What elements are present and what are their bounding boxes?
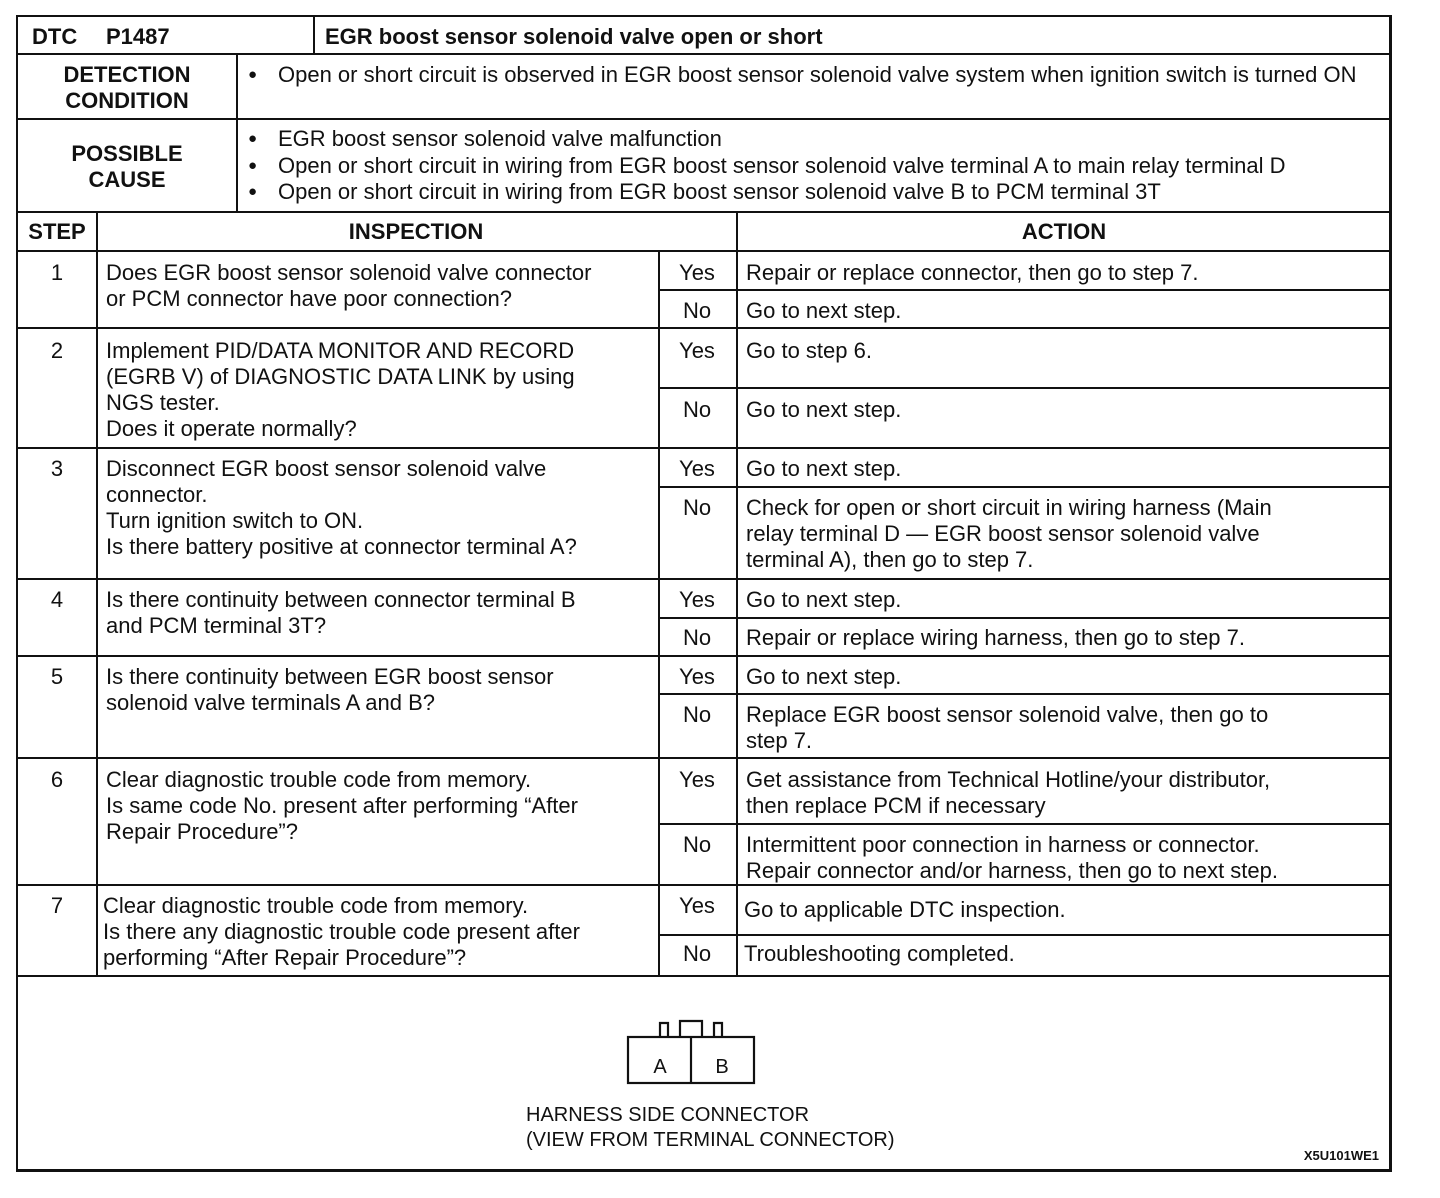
yes-action: Go to applicable DTC inspection. xyxy=(744,897,1066,922)
dtc-sheet xyxy=(16,15,1392,1172)
divider xyxy=(18,975,1389,977)
no-label: No xyxy=(682,397,712,422)
divider xyxy=(18,211,1389,213)
step-inspection: Is there continuity between EGR boost sensor solenoid valve terminals A and B? xyxy=(106,664,554,715)
step-number: 2 xyxy=(50,338,64,363)
divider xyxy=(18,53,1389,55)
divider xyxy=(18,447,1389,449)
divider xyxy=(658,934,1389,936)
inspection-header: INSPECTION xyxy=(348,219,484,244)
step-inspection: Clear diagnostic trouble code from memory. Is there any diagnostic trouble code present after performing “After Repair Procedure”? xyxy=(103,893,580,970)
divider xyxy=(18,578,1389,580)
figure-code: X5U101WE1 xyxy=(1303,1148,1379,1163)
divider xyxy=(18,655,1389,657)
detection-label: DETECTION CONDITION xyxy=(63,62,191,113)
possible-cause-label: POSSIBLE CAUSE xyxy=(71,141,183,192)
terminal-b-label: B xyxy=(715,1056,729,1078)
detection-item: ● Open or short circuit is observed in EGR boost sensor solenoid valve system when ignition switch is turned ON xyxy=(240,62,1370,89)
harness-connector-diagram xyxy=(618,1017,768,1089)
dtc-code: P1487 xyxy=(106,24,170,49)
no-action: Go to next step. xyxy=(746,298,902,323)
divider xyxy=(96,211,98,975)
no-action: Repair or replace wiring harness, then go to step 7. xyxy=(746,625,1245,650)
divider xyxy=(18,327,1389,329)
divider xyxy=(658,823,1389,825)
connector-pin xyxy=(660,1023,668,1037)
connector-latch xyxy=(680,1021,702,1037)
possible-cause-item: ● Open or short circuit in wiring from EGR boost sensor solenoid valve terminal A to main relay terminal D xyxy=(240,153,1380,180)
detection-list xyxy=(240,62,1370,89)
divider xyxy=(18,118,1389,120)
no-label: No xyxy=(682,832,712,857)
divider xyxy=(18,250,1389,252)
yes-action: Get assistance from Technical Hotline/your distributor, then replace PCM if necessary xyxy=(746,767,1271,818)
yes-label: Yes xyxy=(679,587,715,612)
divider xyxy=(658,486,1389,488)
yes-label: Yes xyxy=(679,338,715,363)
step-number: 1 xyxy=(50,260,64,285)
yes-label: Yes xyxy=(679,260,715,285)
divider xyxy=(658,617,1389,619)
divider xyxy=(658,693,1389,695)
action-header: ACTION xyxy=(1021,219,1107,244)
yes-action: Go to next step. xyxy=(746,456,902,481)
yes-label: Yes xyxy=(679,664,715,689)
yes-action: Go to step 6. xyxy=(746,338,872,363)
yes-action: Repair or replace connector, then go to step 7. xyxy=(746,260,1199,285)
divider xyxy=(18,884,1389,886)
divider xyxy=(313,17,315,53)
no-label: No xyxy=(682,941,712,966)
diagram-caption: HARNESS SIDE CONNECTOR (VIEW FROM TERMINAL CONNECTOR) xyxy=(526,1104,895,1151)
yes-label: Yes xyxy=(679,456,715,481)
no-label: No xyxy=(682,702,712,727)
yes-label: Yes xyxy=(679,767,715,792)
no-action: Check for open or short circuit in wiring harness (Main relay terminal D — EGR boost sensor solenoid valve terminal A), then go to step 7. xyxy=(746,495,1272,572)
no-label: No xyxy=(682,495,712,520)
yes-action: Go to next step. xyxy=(746,587,902,612)
no-label: No xyxy=(682,298,712,323)
step-number: 6 xyxy=(50,767,64,792)
yes-label: Yes xyxy=(679,893,715,918)
dtc-title: EGR boost sensor solenoid valve open or short xyxy=(325,24,823,49)
step-inspection: Does EGR boost sensor solenoid valve connector or PCM connector have poor connection? xyxy=(106,260,592,311)
no-action: Replace EGR boost sensor solenoid valve, then go to step 7. xyxy=(746,702,1269,753)
divider xyxy=(736,211,738,975)
no-label: No xyxy=(682,625,712,650)
step-inspection: Is there continuity between connector terminal B and PCM terminal 3T? xyxy=(106,587,576,638)
step-inspection: Implement PID/DATA MONITOR AND RECORD (EGRB V) of DIAGNOSTIC DATA LINK by using NGS tester. Does it operate normally? xyxy=(106,338,575,441)
no-action: Intermittent poor connection in harness or connector. Repair connector and/or harness, then go to next step. xyxy=(746,832,1278,883)
divider xyxy=(236,118,238,211)
no-action: Go to next step. xyxy=(746,397,902,422)
step-header: STEP xyxy=(28,219,86,244)
step-number: 7 xyxy=(50,893,64,918)
step-number: 4 xyxy=(50,587,64,612)
step-number: 5 xyxy=(50,664,64,689)
no-action: Troubleshooting completed. xyxy=(744,941,1015,966)
step-inspection: Disconnect EGR boost sensor solenoid valve connector. Turn ignition switch to ON. Is there battery positive at connector terminal A? xyxy=(106,456,577,559)
divider xyxy=(236,53,238,118)
step-number: 3 xyxy=(50,456,64,481)
possible-cause-list xyxy=(240,126,1380,206)
divider xyxy=(658,387,1389,389)
divider xyxy=(658,289,1389,291)
yes-action: Go to next step. xyxy=(746,664,902,689)
step-inspection: Clear diagnostic trouble code from memory. Is same code No. present after performing “After Repair Procedure”? xyxy=(106,767,578,844)
possible-cause-item: ● Open or short circuit in wiring from EGR boost sensor solenoid valve B to PCM terminal 3T xyxy=(240,179,1380,206)
dtc-label: DTC xyxy=(32,24,78,49)
connector-pin xyxy=(714,1023,722,1037)
terminal-a-label: A xyxy=(653,1056,667,1078)
possible-cause-item: ● EGR boost sensor solenoid valve malfunction xyxy=(240,126,1380,153)
divider xyxy=(18,757,1389,759)
